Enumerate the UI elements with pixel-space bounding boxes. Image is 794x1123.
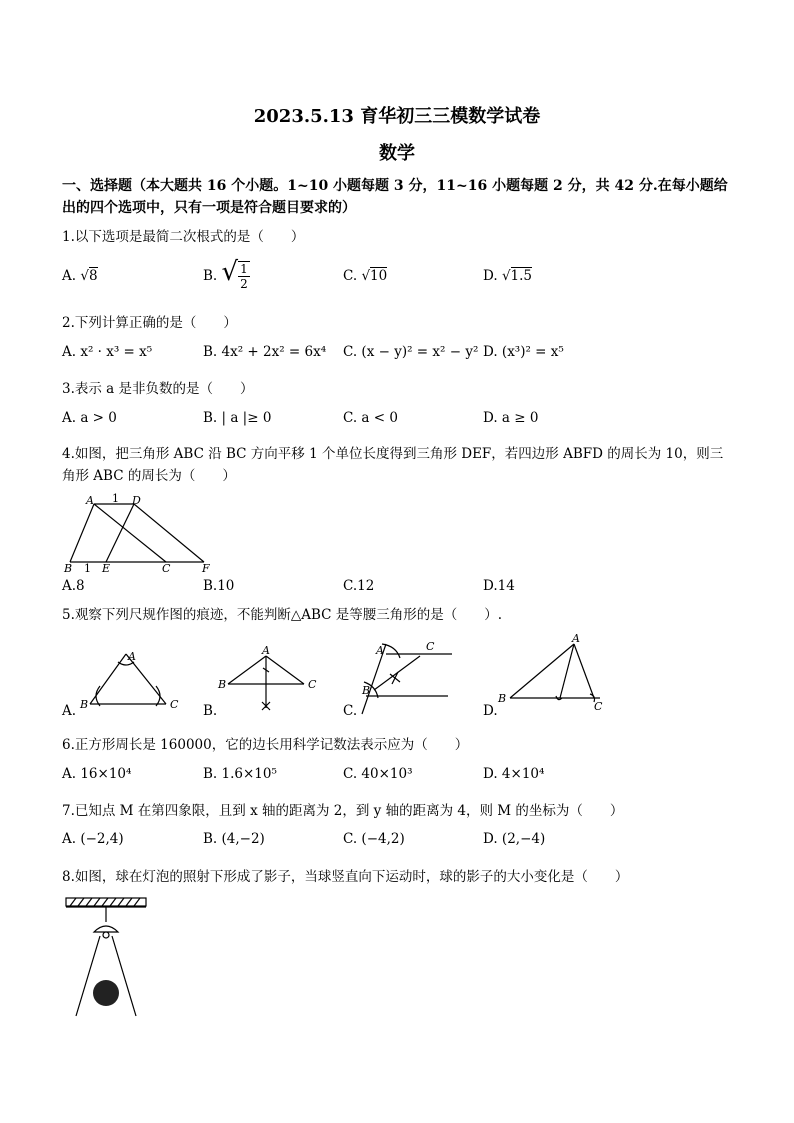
page-title: 2023.5.13 育华初三三模数学试卷 bbox=[253, 106, 541, 127]
q3-option-a: A. a > 0 bbox=[62, 410, 117, 426]
q5b-label-c: C bbox=[308, 678, 317, 691]
sqrt-half: √ $\frac{1}{2}$ bbox=[221, 257, 248, 291]
q4-label-a: A bbox=[86, 494, 94, 507]
q5b-label-b: B bbox=[218, 678, 227, 691]
q5c-label-b: B bbox=[362, 684, 371, 697]
q7-option-a: A. (−2,4) bbox=[62, 831, 124, 847]
q6-option-a: A. 16×10⁴ bbox=[62, 766, 132, 782]
q5a-label-a: A bbox=[128, 650, 136, 663]
q5-figure-d bbox=[496, 632, 606, 712]
q7-option-b: B. (4,−2) bbox=[203, 831, 265, 847]
page-subtitle: 数学 bbox=[379, 143, 415, 164]
q6-option-d: D. 4×10⁴ bbox=[483, 766, 545, 782]
q4-label-1-top: 1 bbox=[112, 492, 119, 505]
question-1-stem: 1.以下选项是最简二次根式的是（ ） bbox=[62, 229, 305, 245]
q6-option-b: B. 1.6×10⁵ bbox=[203, 766, 277, 782]
q7-option-c: C. (−4,2) bbox=[343, 831, 405, 847]
q1-option-d bbox=[483, 268, 532, 284]
question-3-stem: 3.表示 a 是非负数的是（ ） bbox=[62, 381, 254, 397]
question-4-stem: 4.如图，把三角形 ABC 沿 BC 方向平移 1 个单位长度得到三角形 DEF，若四边形 ABFD 的周长为 10，则三角形 ABC 的周长为（ ） bbox=[62, 446, 724, 484]
q1-option-b bbox=[203, 257, 250, 291]
question-5-stem: 5.观察下列尺规作图的痕迹，不能判断△ABC 是等腰三角形的是（ ）. bbox=[62, 607, 503, 623]
q4-option-d: D.14 bbox=[483, 578, 515, 594]
q1-option-a-label: A. bbox=[62, 268, 77, 284]
q7-option-d: D. (2,−4) bbox=[483, 831, 546, 847]
radicand-10: 10 bbox=[370, 268, 388, 284]
q5d-label-c: C bbox=[594, 700, 603, 713]
q5-figure-a bbox=[78, 648, 188, 712]
q4-label-d: D bbox=[132, 494, 141, 507]
q2-option-a: A. x² · x³ = x⁵ bbox=[62, 344, 153, 360]
q5-option-b: B. bbox=[203, 703, 218, 719]
question-7-stem: 7.已知点 M 在第四象限，且到 x 轴的距离为 2，到 y 轴的距离为 4，则 M 的坐标为（ ） bbox=[62, 803, 624, 819]
sqrt-1-5: √1.5 bbox=[501, 268, 533, 284]
fraction-denominator: 2 bbox=[240, 277, 248, 291]
q1-option-c-label: C. bbox=[343, 268, 358, 284]
q5-option-a: A. bbox=[62, 703, 77, 719]
q4-label-f: F bbox=[202, 562, 210, 575]
q2-option-c: C. (x − y)² = x² − y² bbox=[343, 344, 479, 360]
q3-option-d: D. a ≥ 0 bbox=[483, 410, 539, 426]
q5c-label-a: A bbox=[376, 644, 384, 657]
q3-option-b: B. | a |≥ 0 bbox=[203, 410, 272, 426]
radicand-1-5: 1.5 bbox=[510, 268, 533, 284]
q4-label-e: E bbox=[102, 562, 111, 575]
section-heading: 一、选择题（本大题共 16 个小题。1~10 小题每题 3 分，11~16 小题每题 2 分，共 42 分.在每小题给出的四个选项中，只有一项是符合题目要求的） bbox=[62, 178, 728, 216]
q5a-label-b: B bbox=[80, 698, 89, 711]
q2-option-d: D. (x³)² = x⁵ bbox=[483, 344, 564, 360]
q5a-label-c: C bbox=[170, 698, 179, 711]
q4-option-b: B.10 bbox=[203, 578, 235, 594]
q2-option-b: B. 4x² + 2x² = 6x⁴ bbox=[203, 344, 327, 360]
q5b-label-a: A bbox=[262, 644, 270, 657]
q4-figure bbox=[62, 492, 212, 575]
q5-figure-b bbox=[216, 646, 326, 714]
sqrt-8: √8 bbox=[80, 268, 98, 284]
q1-option-a bbox=[62, 268, 98, 284]
q6-option-c: C. 40×10³ bbox=[343, 766, 413, 782]
q5d-label-b: B bbox=[498, 692, 507, 705]
question-8-stem: 8.如图，球在灯泡的照射下形成了影子，当球竖直向下运动时，球的影子的大小变化是（ ） bbox=[62, 869, 629, 885]
q5-option-c: C. bbox=[343, 703, 358, 719]
fraction-numerator: 1 bbox=[240, 262, 248, 276]
q5c-label-c: C bbox=[426, 640, 435, 653]
question-2-stem: 2.下列计算正确的是（ ） bbox=[62, 315, 237, 331]
radicand-8: 8 bbox=[88, 268, 98, 284]
q5d-label-a: A bbox=[572, 632, 580, 645]
ball-icon bbox=[93, 980, 119, 1006]
q1-option-b-label: B. bbox=[203, 268, 218, 284]
q1-option-c bbox=[343, 268, 387, 284]
q5-figure-c bbox=[356, 634, 456, 716]
q3-option-c: C. a < 0 bbox=[343, 410, 398, 426]
q4-label-b: B bbox=[64, 562, 73, 575]
q5-option-d: D. bbox=[483, 703, 498, 719]
q4-label-1-bottom: 1 bbox=[84, 562, 91, 575]
q8-figure-lamp-ball bbox=[62, 896, 152, 1020]
question-6-stem: 6.正方形周长是 160000，它的边长用科学记数法表示应为（ ） bbox=[62, 737, 469, 753]
sqrt-10: √10 bbox=[361, 268, 388, 284]
q1-option-d-label: D. bbox=[483, 268, 498, 284]
q4-option-c: C.12 bbox=[343, 578, 375, 594]
q4-option-a: A.8 bbox=[62, 578, 85, 594]
q4-label-c: C bbox=[162, 562, 171, 575]
